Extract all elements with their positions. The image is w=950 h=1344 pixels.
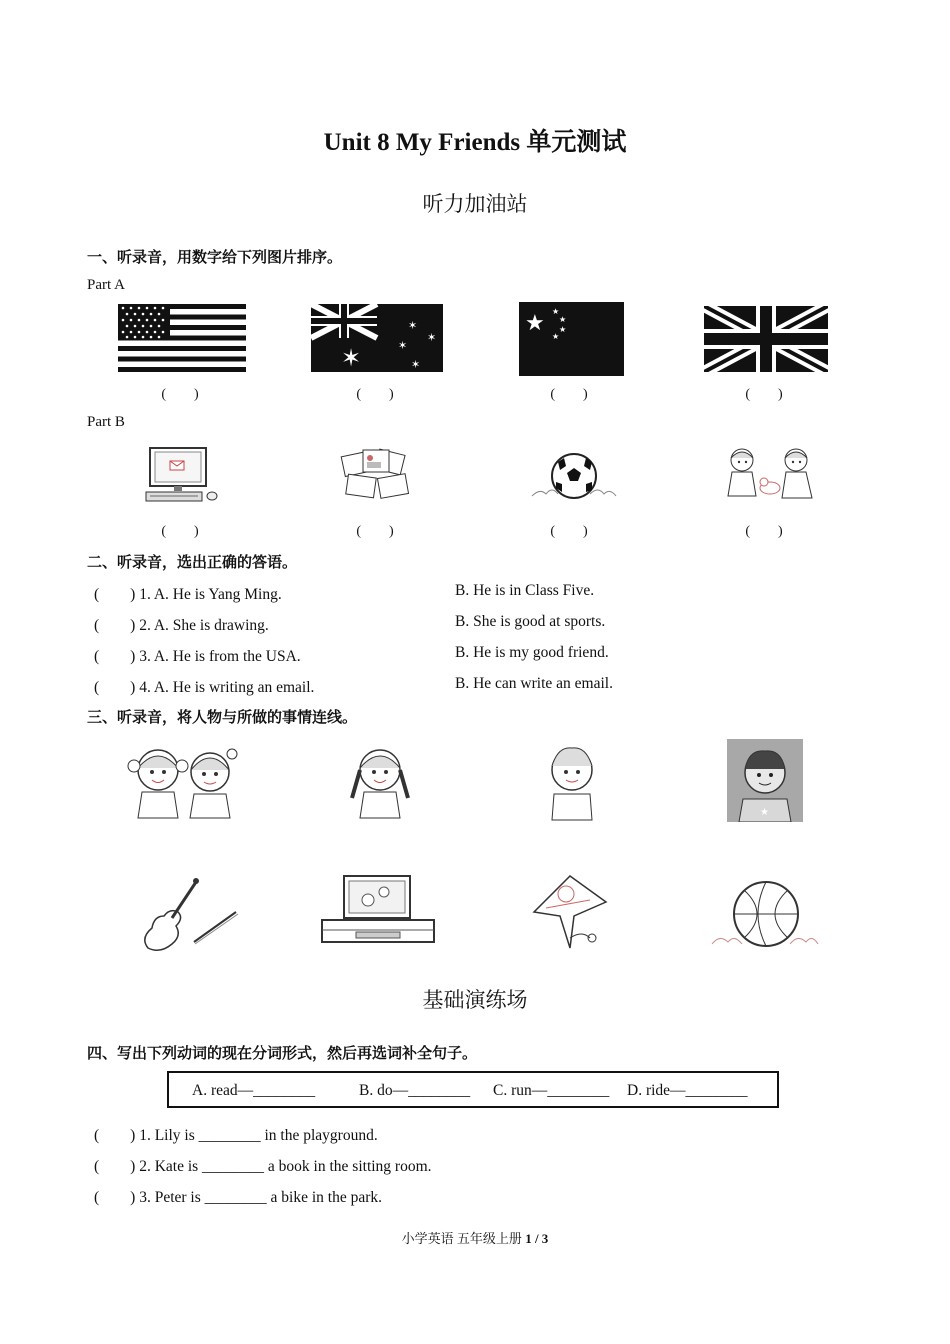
q2-item-1-option-b: B. He is in Class Five. bbox=[455, 582, 595, 599]
svg-text:✶: ✶ bbox=[411, 358, 421, 371]
document-title: Unit 8 My Friends 单元测试 bbox=[323, 129, 627, 156]
two-girls-playing-image bbox=[720, 444, 820, 506]
q2-item-2-option-a: ( ) 2. A. She is drawing. bbox=[94, 617, 269, 634]
section-title-basics: 基础演练场 bbox=[422, 988, 528, 1012]
svg-text:✶: ✶ bbox=[341, 344, 362, 372]
svg-text:✶: ✶ bbox=[398, 339, 408, 352]
q4-item-2: ( ) 2. Kate is ________ a book in the sitting room. bbox=[94, 1158, 432, 1175]
svg-text:★: ★ bbox=[552, 307, 560, 316]
q4-item-3: ( ) 3. Peter is ________ a bike in the park. bbox=[94, 1189, 382, 1206]
word-options-box bbox=[167, 1071, 779, 1108]
svg-text:★: ★ bbox=[559, 315, 567, 324]
page-footer bbox=[0, 1228, 950, 1247]
section-title-listening: 听力加油站 bbox=[422, 192, 528, 216]
photos-image bbox=[337, 446, 417, 506]
q4-item-1: ( ) 1. Lily is ________ in the playground. bbox=[94, 1127, 378, 1144]
china-flag-image bbox=[519, 302, 624, 376]
question-3-heading: 三、听录音，将人物与所做的事情连线。 bbox=[87, 708, 358, 726]
football-image bbox=[528, 450, 618, 502]
question-4-heading: 四、写出下列动词的现在分词形式，然后再选词补全句子。 bbox=[87, 1044, 478, 1062]
q2-item-4-option-a: ( ) 4. A. He is writing an email. bbox=[94, 679, 315, 696]
page-number: 1 / 3 bbox=[525, 1231, 549, 1246]
tv-image bbox=[318, 870, 438, 950]
word-option-a: A. read—________ bbox=[192, 1082, 316, 1099]
footer-text: 小学英语 五年级上册 bbox=[401, 1231, 526, 1246]
boy-image bbox=[538, 738, 606, 822]
word-option-d: D. ride—________ bbox=[627, 1082, 748, 1099]
svg-text:✶: ✶ bbox=[408, 319, 418, 332]
answer-blank-b4[interactable]: ( ) bbox=[745, 524, 783, 539]
uk-flag-image bbox=[704, 306, 828, 372]
q2-item-2-option-b: B. She is good at sports. bbox=[455, 613, 606, 630]
word-option-b: B. do—________ bbox=[359, 1082, 471, 1099]
answer-blank-a4[interactable]: ( ) bbox=[745, 387, 783, 402]
question-2-heading: 二、听录音，选出正确的答语。 bbox=[87, 553, 298, 571]
violin-image bbox=[132, 872, 248, 952]
two-children-image bbox=[124, 740, 240, 820]
kite-image bbox=[530, 872, 610, 952]
boy-portrait-image bbox=[727, 739, 803, 822]
answer-blank-b1[interactable]: ( ) bbox=[161, 524, 199, 539]
q2-item-3-option-b: B. He is my good friend. bbox=[455, 644, 609, 661]
part-b-label: Part B bbox=[87, 414, 125, 430]
australia-flag-image bbox=[311, 304, 443, 372]
answer-blank-a3[interactable]: ( ) bbox=[550, 387, 588, 402]
q2-item-4-option-b: B. He can write an email. bbox=[455, 675, 613, 692]
answer-blank-b3[interactable]: ( ) bbox=[550, 524, 588, 539]
usa-flag-image bbox=[118, 304, 246, 372]
word-option-c: C. run—________ bbox=[493, 1082, 610, 1099]
answer-blank-a1[interactable]: ( ) bbox=[161, 387, 199, 402]
svg-text:★: ★ bbox=[525, 311, 545, 336]
q2-item-3-option-a: ( ) 3. A. He is from the USA. bbox=[94, 648, 301, 665]
q2-item-1-option-a: ( ) 1. A. He is Yang Ming. bbox=[94, 586, 282, 603]
computer-email-image bbox=[142, 446, 222, 506]
question-1-heading: 一、听录音，用数字给下列图片排序。 bbox=[87, 248, 343, 266]
svg-text:★: ★ bbox=[552, 332, 560, 341]
girl-image bbox=[344, 740, 416, 820]
svg-text:★: ★ bbox=[760, 807, 769, 818]
basketball-image bbox=[710, 876, 820, 952]
answer-blank-b2[interactable]: ( ) bbox=[356, 524, 394, 539]
svg-text:★: ★ bbox=[559, 325, 567, 334]
svg-text:✶: ✶ bbox=[427, 331, 437, 344]
answer-blank-a2[interactable]: ( ) bbox=[356, 387, 394, 402]
part-a-label: Part A bbox=[87, 277, 125, 293]
